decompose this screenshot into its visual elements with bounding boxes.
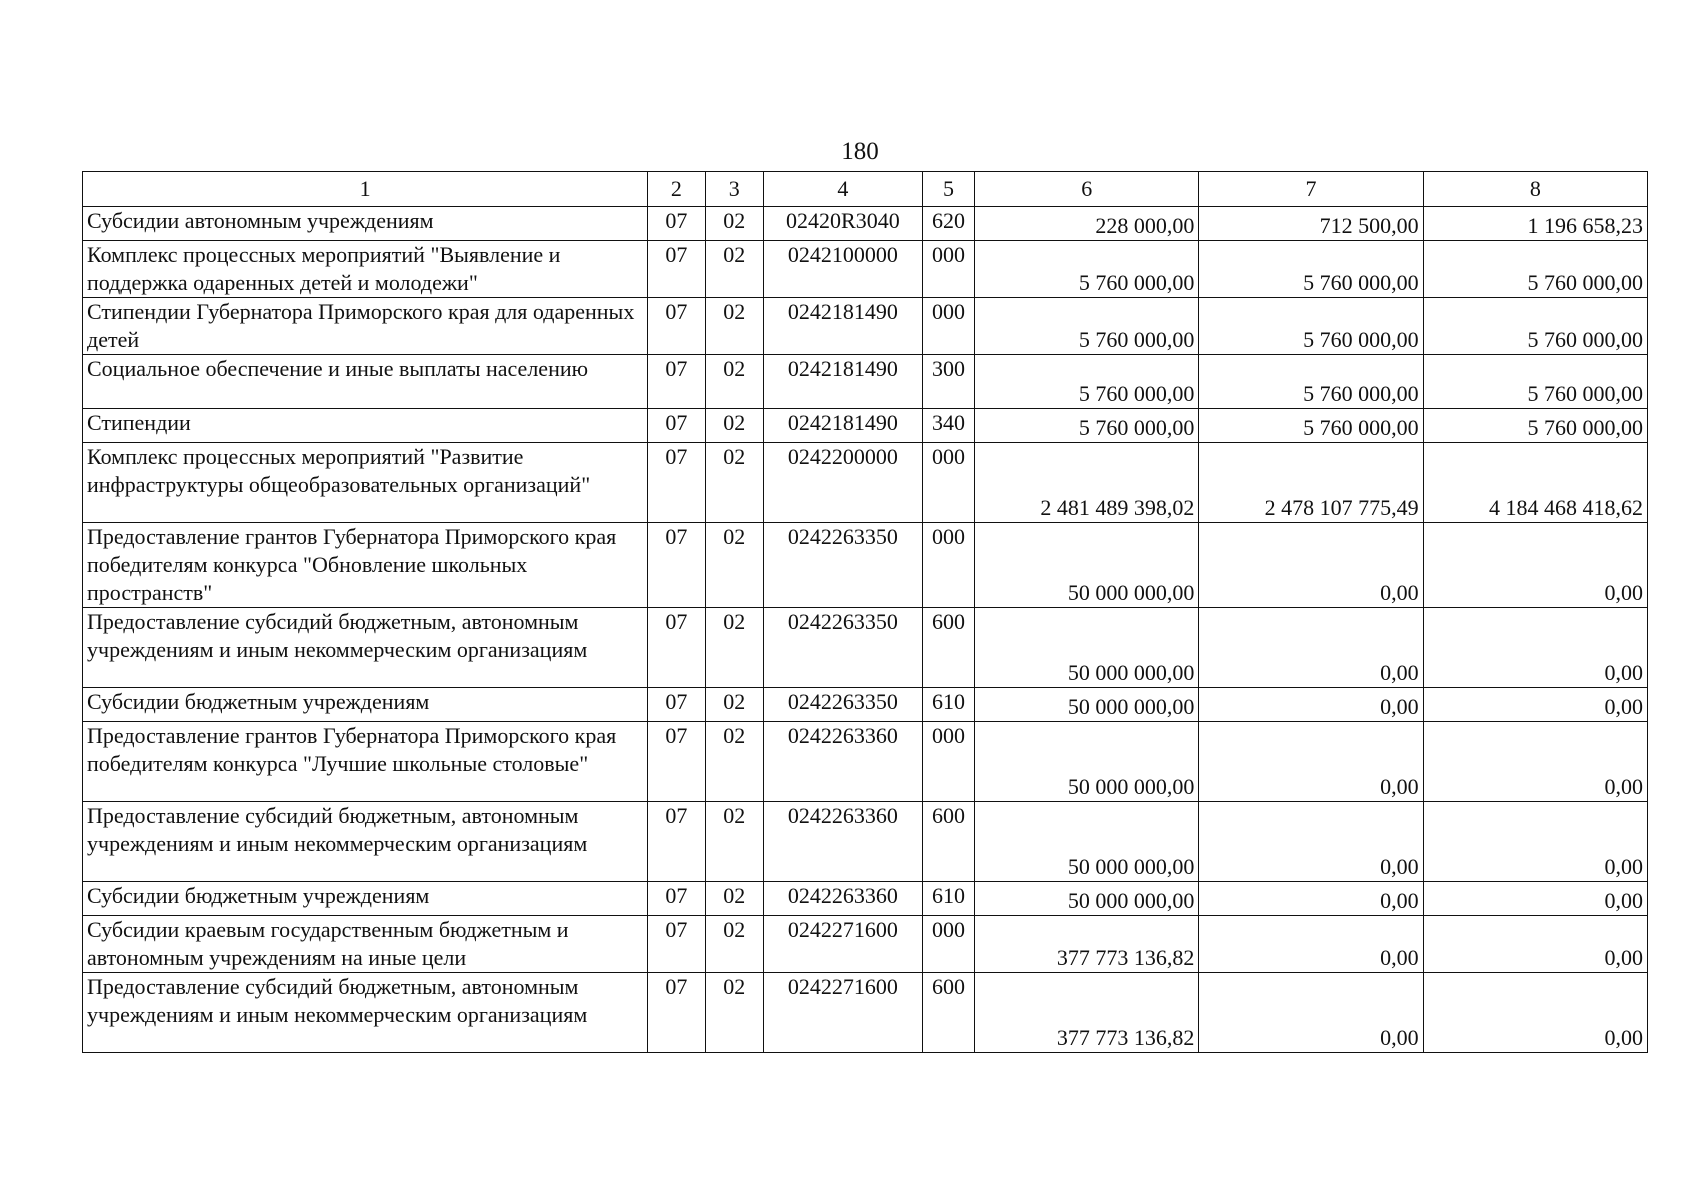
subsection-code: 02 [705,523,763,608]
table-row [83,443,1648,523]
amount-col-6: 50 000 000,00 [975,523,1199,608]
target-article-code: 0242271600 [763,973,922,1053]
expense-type-code: 000 [922,298,974,355]
section-code: 07 [648,802,705,882]
section-code: 07 [648,241,705,298]
expense-type-code: 610 [922,882,974,916]
table-row [83,973,1648,1053]
table-row [83,722,1648,802]
expense-type-code: 600 [922,802,974,882]
amount-col-6: 50 000 000,00 [975,688,1199,722]
amount-col-8: 0,00 [1423,973,1647,1053]
row-name: Социальное обеспечение и иные выплаты населению [83,355,648,409]
amount-col-7: 5 760 000,00 [1199,298,1423,355]
row-name: Субсидии автономным учреждениям [83,207,648,241]
row-name: Субсидии бюджетным учреждениям [83,882,648,916]
amount-col-6: 2 481 489 398,02 [975,443,1199,523]
subsection-code: 02 [705,882,763,916]
amount-col-7: 5 760 000,00 [1199,355,1423,409]
row-name: Предоставление грантов Губернатора Приморского края победителям конкурса "Обновление школьных пространств" [83,523,648,608]
subsection-code: 02 [705,973,763,1053]
target-article-code: 02420R3040 [763,207,922,241]
amount-col-7: 0,00 [1199,722,1423,802]
amount-col-8: 0,00 [1423,688,1647,722]
subsection-code: 02 [705,298,763,355]
row-name: Предоставление грантов Губернатора Приморского края победителям конкурса "Лучшие школьные столовые" [83,722,648,802]
amount-col-6: 50 000 000,00 [975,802,1199,882]
amount-col-7: 5 760 000,00 [1199,409,1423,443]
section-code: 07 [648,882,705,916]
amount-col-6: 5 760 000,00 [975,241,1199,298]
target-article-code: 0242181490 [763,298,922,355]
target-article-code: 0242263360 [763,722,922,802]
amount-col-7: 5 760 000,00 [1199,241,1423,298]
amount-col-8: 1 196 658,23 [1423,207,1647,241]
amount-col-6: 228 000,00 [975,207,1199,241]
amount-col-8: 5 760 000,00 [1423,241,1647,298]
subsection-code: 02 [705,802,763,882]
section-code: 07 [648,409,705,443]
column-header: 2 [648,172,705,207]
amount-col-7: 0,00 [1199,916,1423,973]
column-header: 8 [1423,172,1647,207]
table-row [83,882,1648,916]
amount-col-8: 0,00 [1423,722,1647,802]
subsection-code: 02 [705,355,763,409]
target-article-code: 0242181490 [763,409,922,443]
amount-col-8: 5 760 000,00 [1423,409,1647,443]
subsection-code: 02 [705,608,763,688]
table-row [83,298,1648,355]
row-name: Стипендии Губернатора Приморского края для одаренных детей [83,298,648,355]
amount-col-6: 5 760 000,00 [975,355,1199,409]
expense-type-code: 300 [922,355,974,409]
amount-col-8: 5 760 000,00 [1423,298,1647,355]
table-row [83,523,1648,608]
target-article-code: 0242263350 [763,523,922,608]
section-code: 07 [648,207,705,241]
subsection-code: 02 [705,207,763,241]
amount-col-8: 0,00 [1423,882,1647,916]
expense-type-code: 340 [922,409,974,443]
page-number: 180 [841,138,879,165]
amount-col-8: 0,00 [1423,523,1647,608]
column-header: 5 [922,172,974,207]
amount-col-7: 0,00 [1199,802,1423,882]
amount-col-6: 377 773 136,82 [975,973,1199,1053]
subsection-code: 02 [705,443,763,523]
target-article-code: 0242181490 [763,355,922,409]
column-header: 1 [83,172,648,207]
section-code: 07 [648,973,705,1053]
amount-col-7: 712 500,00 [1199,207,1423,241]
target-article-code: 0242200000 [763,443,922,523]
expense-type-code: 600 [922,973,974,1053]
row-name: Субсидии бюджетным учреждениям [83,688,648,722]
row-name: Предоставление субсидий бюджетным, автономным учреждениям и иным некоммерческим организациям [83,802,648,882]
subsection-code: 02 [705,409,763,443]
amount-col-8: 0,00 [1423,802,1647,882]
amount-col-8: 0,00 [1423,608,1647,688]
row-name: Предоставление субсидий бюджетным, автономным учреждениям и иным некоммерческим организациям [83,973,648,1053]
table-row [83,916,1648,973]
section-code: 07 [648,722,705,802]
section-code: 07 [648,443,705,523]
amount-col-7: 2 478 107 775,49 [1199,443,1423,523]
table-row [83,802,1648,882]
section-code: 07 [648,355,705,409]
expense-type-code: 000 [922,523,974,608]
row-name: Субсидии краевым государственным бюджетным и автономным учреждениям на иные цели [83,916,648,973]
target-article-code: 0242263360 [763,802,922,882]
amount-col-6: 50 000 000,00 [975,722,1199,802]
target-article-code: 0242263360 [763,882,922,916]
row-name: Стипендии [83,409,648,443]
section-code: 07 [648,688,705,722]
subsection-code: 02 [705,241,763,298]
amount-col-8: 4 184 468 418,62 [1423,443,1647,523]
column-number-header-row [83,172,1648,207]
amount-col-6: 5 760 000,00 [975,298,1199,355]
expense-type-code: 600 [922,608,974,688]
subsection-code: 02 [705,916,763,973]
target-article-code: 0242271600 [763,916,922,973]
column-header: 7 [1199,172,1423,207]
amount-col-8: 5 760 000,00 [1423,355,1647,409]
target-article-code: 0242100000 [763,241,922,298]
amount-col-6: 50 000 000,00 [975,882,1199,916]
expense-type-code: 000 [922,241,974,298]
expense-type-code: 000 [922,916,974,973]
row-name: Предоставление субсидий бюджетным, автономным учреждениям и иным некоммерческим организациям [83,608,648,688]
section-code: 07 [648,608,705,688]
target-article-code: 0242263350 [763,688,922,722]
amount-col-6: 377 773 136,82 [975,916,1199,973]
amount-col-6: 50 000 000,00 [975,608,1199,688]
column-header: 4 [763,172,922,207]
section-code: 07 [648,916,705,973]
table-row [83,409,1648,443]
table-row [83,355,1648,409]
amount-col-8: 0,00 [1423,916,1647,973]
row-name: Комплекс процессных мероприятий "Развитие инфраструктуры общеобразовательных организаций" [83,443,648,523]
subsection-code: 02 [705,722,763,802]
section-code: 07 [648,298,705,355]
table-row [83,241,1648,298]
subsection-code: 02 [705,688,763,722]
amount-col-7: 0,00 [1199,973,1423,1053]
amount-col-7: 0,00 [1199,523,1423,608]
amount-col-7: 0,00 [1199,882,1423,916]
budget-table [82,171,1648,1053]
column-header: 6 [975,172,1199,207]
amount-col-7: 0,00 [1199,688,1423,722]
expense-type-code: 000 [922,443,974,523]
expense-type-code: 000 [922,722,974,802]
target-article-code: 0242263350 [763,608,922,688]
expense-type-code: 610 [922,688,974,722]
amount-col-6: 5 760 000,00 [975,409,1199,443]
amount-col-7: 0,00 [1199,608,1423,688]
row-name: Комплекс процессных мероприятий "Выявление и поддержка одаренных детей и молодежи" [83,241,648,298]
table-row [83,688,1648,722]
expense-type-code: 620 [922,207,974,241]
table-row [83,207,1648,241]
table-row [83,608,1648,688]
column-header: 3 [705,172,763,207]
section-code: 07 [648,523,705,608]
